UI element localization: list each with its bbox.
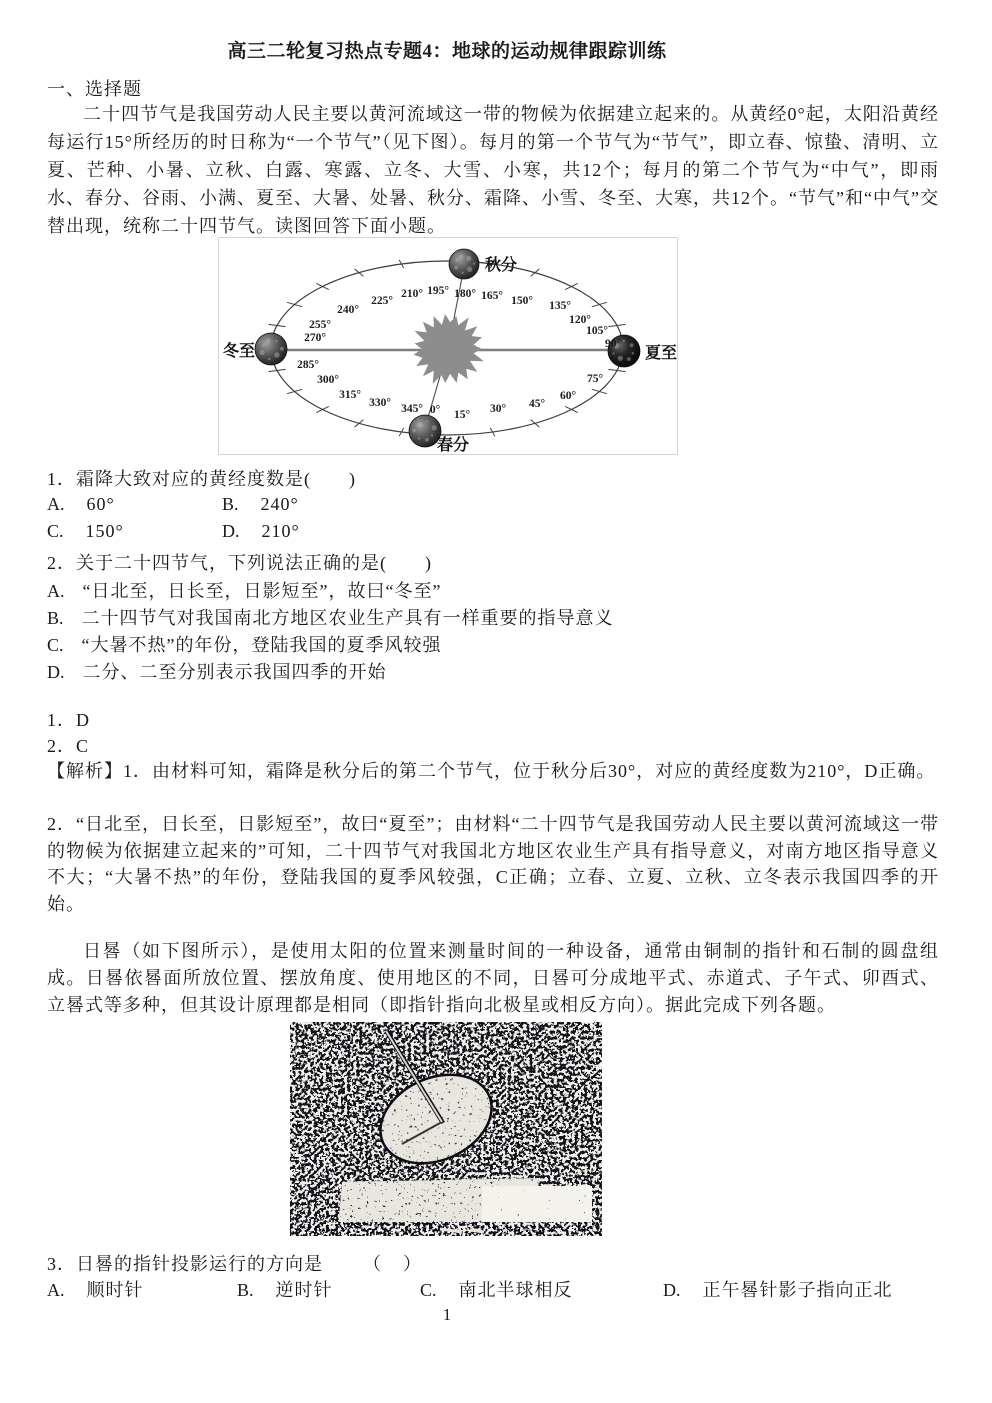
option-label: C.: [420, 1280, 437, 1300]
option-label: B.: [47, 608, 64, 628]
label-winter-solstice: 冬至: [223, 343, 256, 360]
degree-label: 45°: [528, 398, 546, 410]
question-2-option-d: [47, 658, 387, 684]
sun-icon: [414, 314, 484, 384]
option-label: C.: [47, 521, 64, 541]
question-3-option-c: [420, 1276, 573, 1302]
section-heading: 一、选择题: [47, 79, 142, 99]
question-2-stem: 2．关于二十四节气，下列说法正确的是( ): [47, 553, 432, 573]
degree-label: 345°: [401, 403, 423, 415]
orbit-diagram: [218, 237, 678, 455]
degree-label: 195°: [427, 285, 449, 297]
earth-speckle: [418, 437, 420, 439]
question-3-brackets: （ ）: [363, 1254, 423, 1274]
degree-tick: [592, 389, 607, 393]
degree-label: 105°: [586, 325, 608, 337]
page-number: 1: [442, 1305, 452, 1324]
earth-speckle: [274, 352, 279, 357]
degree-tick: [355, 269, 364, 277]
question-2-option-a: [47, 577, 441, 603]
option-label: B.: [222, 494, 239, 514]
degree-label: 135°: [549, 300, 571, 312]
earth-speckle: [280, 347, 284, 351]
earth-speckle: [426, 420, 428, 422]
sundial-photo: [290, 1022, 602, 1236]
earth-speckle: [412, 429, 416, 433]
earth-speckle: [456, 259, 458, 261]
degree-label: 210°: [401, 288, 423, 300]
earth-speckle: [623, 340, 625, 342]
degree-label: 255°: [309, 319, 331, 331]
question-3-option-a: [47, 1276, 144, 1302]
earth-speckle: [627, 357, 631, 361]
option-label: C.: [47, 635, 64, 655]
degree-label: 180°: [454, 288, 476, 300]
sundial-paragraph: 日晷（如下图所示），是使用太阳的位置来测量时间的一种设备，通常由铜制的指针和石制的圆盘组成。日晷依晷面所放位置、摆放角度、使用地区的不同，日晷可分成地平式、赤道式、子午式、卯酉式、立晷式等多种，但其设计原理都是相同（即指针指向北极星或相反方向）。据此完成下列各题。: [47, 941, 939, 1015]
earth-speckle: [268, 358, 270, 360]
degree-label: 30°: [489, 403, 507, 415]
option-text: “大暑不热”的年份，登陆我国的夏季风较强: [81, 635, 442, 655]
option-label: A.: [47, 581, 65, 601]
degree-label: 150°: [511, 295, 533, 307]
degree-tick: [287, 302, 302, 306]
label-summer-solstice: 夏至: [645, 345, 677, 362]
earth-speckle: [431, 434, 433, 436]
degree-label: 225°: [371, 295, 393, 307]
earth-speckle: [461, 272, 463, 274]
degree-label: 315°: [339, 389, 361, 401]
degree-tick: [355, 420, 364, 428]
earth-speckle: [275, 340, 277, 342]
option-text: “日北至，日长至，日影短至”，故曰“冬至”: [82, 581, 442, 601]
earth-speckle: [612, 352, 614, 354]
question-1-option-c: [47, 521, 124, 542]
question-3-text: 3．日晷的指针投影运行的方向是: [47, 1254, 323, 1274]
degree-label: 330°: [369, 397, 391, 409]
degree-label: 300°: [317, 374, 339, 386]
degree-tick: [531, 269, 540, 277]
option-text: 60°: [86, 494, 115, 514]
degree-label: 75°: [586, 373, 604, 385]
degree-tick: [287, 389, 302, 393]
question-2-option-c: [47, 631, 442, 657]
question-1-stem: 1．霜降大致对应的黄经度数是( ): [47, 469, 356, 489]
label-autumn-equinox: 秋分: [485, 257, 518, 274]
question-2-option-b: [47, 604, 614, 630]
degree-label: 270°: [304, 332, 326, 344]
earth-speckle: [454, 266, 458, 270]
option-text: 正午晷针影子指向正北: [702, 1280, 893, 1300]
degree-label: 285°: [297, 359, 319, 371]
degree-tick: [592, 302, 607, 306]
question-1-option-d: [222, 521, 300, 542]
question-3-stem: [47, 1250, 423, 1276]
option-label: A.: [47, 494, 65, 514]
earth-speckle: [417, 422, 422, 427]
degree-label: 120°: [569, 314, 591, 326]
explanation-2: 2．“日北至，日长至，日影短至”，故曰“夏至”；由材料“二十四节气是我国劳动人民主要以黄河流域这一带的物候为依据建立起来的”可知，二十四节气对我国北方地区农业生产具有指导意义，对南方地区指导意义不大；“大暑不热”的年份，登陆我国的夏季风较强，C正确；立春、立夏、立秋、立冬表示我国四季的开始。: [47, 814, 939, 914]
earth-speckle: [425, 438, 429, 442]
question-3-option-b: [237, 1276, 333, 1302]
degree-label: 15°: [453, 409, 471, 421]
option-label: B.: [237, 1280, 254, 1300]
earth-speckle: [260, 350, 265, 355]
option-label: A.: [47, 1280, 65, 1300]
earth-speckle: [467, 267, 472, 272]
sundial-photo-svg: [290, 1022, 602, 1236]
degree-label: 240°: [337, 304, 359, 316]
option-text: 南北半球相反: [458, 1280, 573, 1300]
option-text: 二分、二至分别表示我国四季的开始: [82, 662, 387, 682]
degree-label: 60°: [559, 390, 577, 402]
question-1-option-a: [47, 494, 115, 515]
degree-label: 0°: [429, 404, 441, 416]
question-1-option-b: [222, 494, 299, 515]
option-text: 150°: [85, 521, 124, 541]
answer-1: 1．D: [47, 710, 90, 730]
earth-speckle: [466, 256, 471, 261]
question-3-option-d: [663, 1276, 893, 1302]
option-text: 210°: [261, 521, 300, 541]
earth-speckle: [432, 425, 437, 430]
earth-speckle: [473, 262, 475, 264]
degree-label: 90°: [604, 338, 622, 350]
option-text: 顺时针: [86, 1280, 144, 1300]
option-text: 逆时针: [275, 1280, 333, 1300]
earth-speckle: [618, 356, 623, 361]
option-label: D.: [663, 1280, 681, 1300]
earth-speckle: [630, 343, 634, 347]
degree-tick: [531, 420, 540, 428]
intro-paragraph: 二十四节气是我国劳动人民主要以黄河流域这一带的物候为依据建立起来的。从黄经0°起，太阳沿黄经每运行15°所经历的时日称为“一个节气”（见下图）。每月的第一个节气为“节气”，即立春、惊蛰、清明、立夏、芒种、小暑、立秋、白露、寒露、立冬、大雪、小寒，共12个；每月的第二个节气为“中气”，即雨水、春分、谷雨、小满、夏至、大暑、处暑、秋分、霜降、小雪、冬至、大寒，共12个。“节气”和“中气”交替出现，统称二十四节气。读图回答下面小题。: [47, 104, 939, 236]
option-label: D.: [222, 521, 240, 541]
option-text: 240°: [260, 494, 299, 514]
earth-speckle: [266, 338, 270, 342]
option-text: 二十四节气对我国南北方地区农业生产具有一样重要的指导意义: [81, 608, 614, 628]
earth-speckle: [460, 254, 464, 258]
answer-2: 2．C: [47, 736, 90, 756]
orbit-diagram-svg: [219, 238, 677, 454]
label-spring-equinox: 春分: [436, 437, 470, 454]
explanation-1: 【解析】1．由材料可知，霜降是秋分后的第二个节气，位于秋分后30°，对应的黄经度数为210°，D正确。: [47, 761, 936, 781]
earth-speckle: [632, 352, 634, 354]
earth-speckle: [263, 344, 265, 346]
option-label: D.: [47, 662, 65, 682]
page-title: 高三二轮复习热点专题4：地球的运动规律跟踪训练: [227, 41, 667, 62]
degree-label: 165°: [481, 290, 503, 302]
